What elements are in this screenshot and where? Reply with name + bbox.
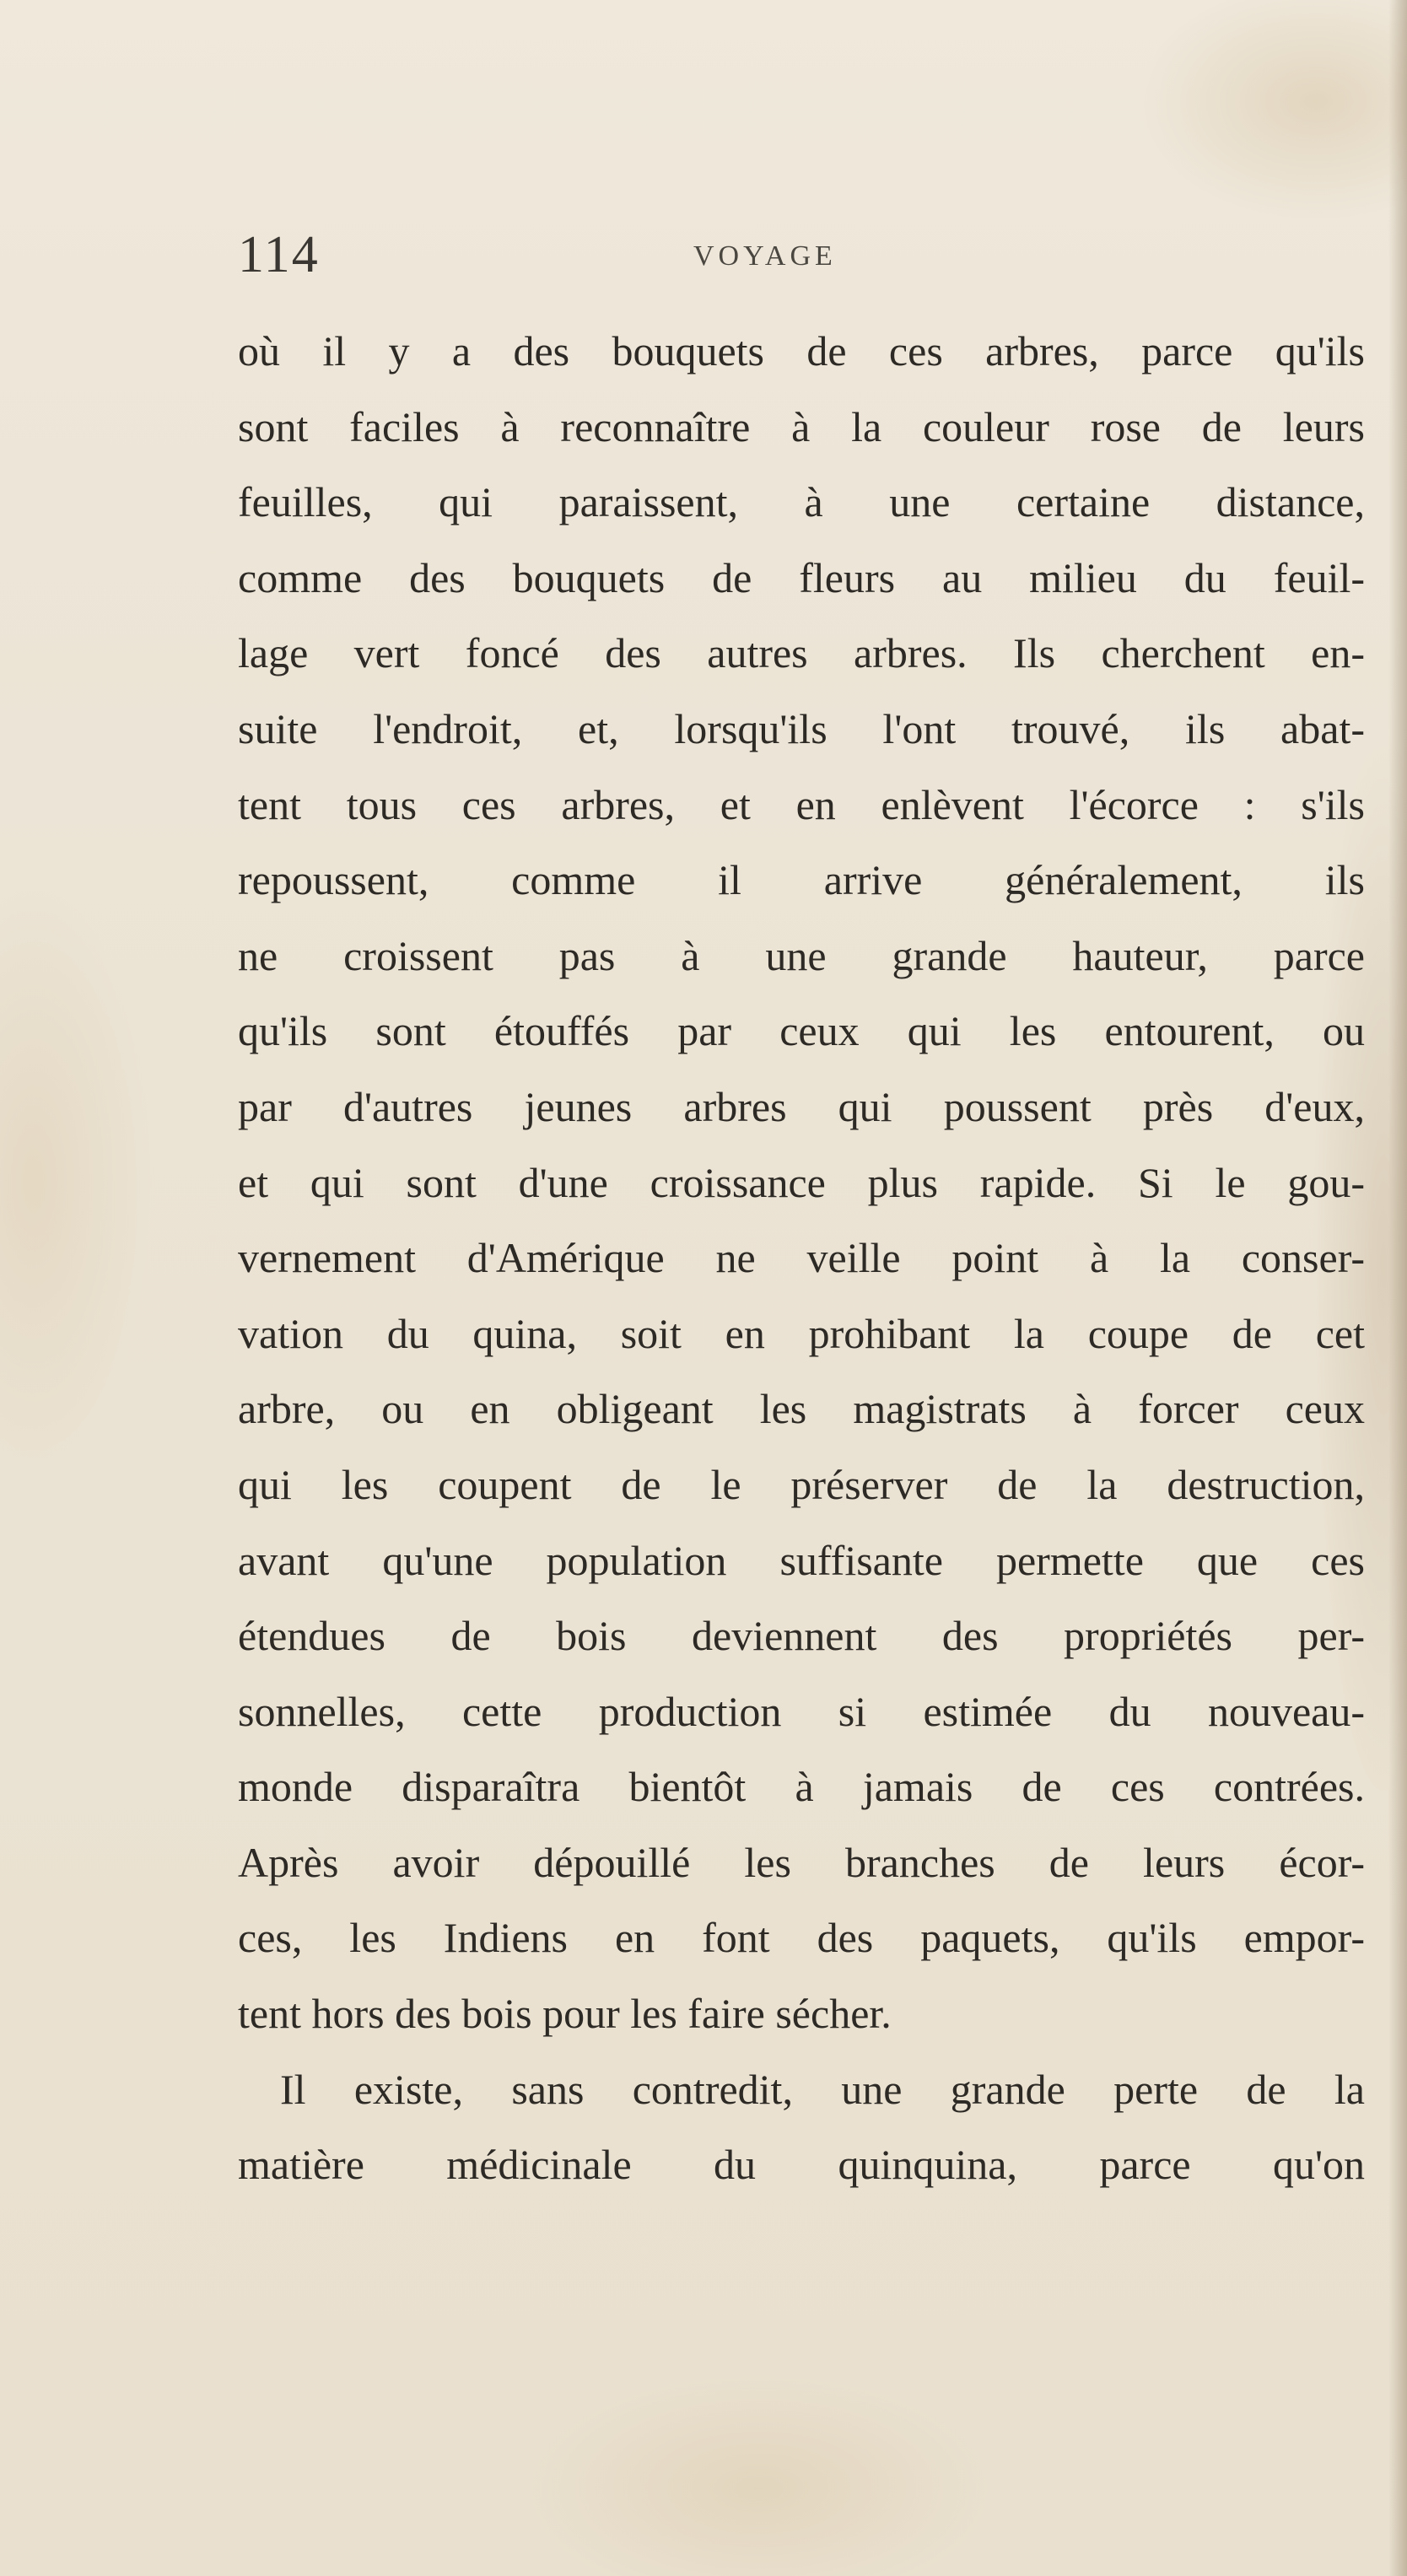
text-line: et qui sont d'une croissance plus rapide. Si le gou- <box>238 1158 1365 1206</box>
text-line: repoussent, comme il arrive généralement, ils <box>238 856 1365 904</box>
text-line-paragraph-end: tent hors des bois pour les faire sécher. <box>238 1990 892 2038</box>
text-line: qu'ils sont étouffés par ceux qui les entourent, ou <box>238 1007 1365 1055</box>
text-line: feuilles, qui paraissent, à une certaine distance, <box>238 478 1365 526</box>
text-line: arbre, ou en obligeant les magistrats à forcer ceux <box>238 1385 1365 1433</box>
text-line: où il y a des bouquets de ces arbres, parce qu'ils <box>238 327 1365 375</box>
running-title: VOYAGE <box>693 240 837 272</box>
text-line: sont faciles à reconnaître à la couleur rose de leurs <box>238 402 1365 450</box>
text-line: sonnelles, cette production si estimée du nouveau- <box>238 1687 1365 1735</box>
text-line: lage vert foncé des autres arbres. Ils cherchent en- <box>238 629 1365 677</box>
text-line: Après avoir dépouillé les branches de leurs écor- <box>238 1838 1365 1886</box>
text-line: comme des bouquets de fleurs au milieu du feuil- <box>238 553 1365 601</box>
text-line: vation du quina, soit en prohibant la coupe de cet <box>238 1309 1365 1357</box>
text-line: ne croissent pas à une grande hauteur, parce <box>238 931 1365 979</box>
page-header <box>238 221 1368 288</box>
text-line: qui les coupent de le préserver de la destruction, <box>238 1460 1365 1508</box>
text-line-paragraph-start: Il existe, sans contredit, une grande perte de la <box>280 2065 1365 2113</box>
page-number: 114 <box>238 226 320 283</box>
text-line: ces, les Indiens en font des paquets, qu'ils empor- <box>238 1914 1365 1962</box>
text-line: vernement d'Amérique ne veille point à la conser- <box>238 1234 1365 1282</box>
text-line: par d'autres jeunes arbres qui poussent près d'eux, <box>238 1082 1365 1130</box>
text-line: monde disparaîtra bientôt à jamais de ces contrées. <box>238 1763 1365 1811</box>
body-text <box>238 314 1365 2203</box>
page-edge-shadow <box>1388 0 1407 2576</box>
text-line: suite l'endroit, et, lorsqu'ils l'ont trouvé, ils abat- <box>238 704 1365 752</box>
text-line: avant qu'une population suffisante permette que ces <box>238 1536 1365 1584</box>
text-line: étendues de bois deviennent des propriétés per- <box>238 1612 1365 1660</box>
text-line: matière médicinale du quinquina, parce qu'on <box>238 2141 1365 2189</box>
text-line: tent tous ces arbres, et en enlèvent l'écorce : s'ils <box>238 780 1365 828</box>
